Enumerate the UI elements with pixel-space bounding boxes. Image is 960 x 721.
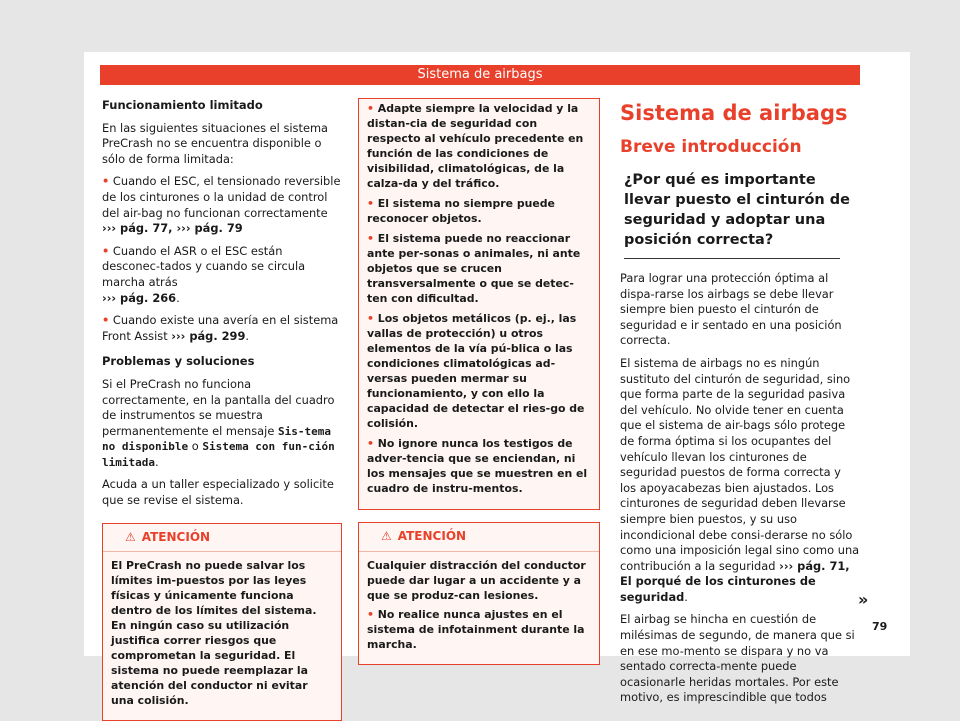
bullet-text: Cuando el ESC, el tensionado reversible de los cinturones o la unidad de control del air-bag no funcionan correctamente xyxy=(102,174,341,220)
bullet-text: Cuando existe una avería en el sistema Front Assist xyxy=(102,313,339,343)
problem-text: Si el PreCrash no funciona correctamente, en la pantalla del cuadro de instrumentos se muestra permanentemente el mensaje Sis-tema no disponible o Sistema con fun-ción limitada. xyxy=(102,376,335,469)
heading-limited-function: Funcionamiento limitado xyxy=(102,98,263,112)
warning-body: El PreCrash no puede salvar los límites im-puestos por las leyes físicas y únicamente funciona dentro de los límites del sistema. En ningún caso su utilización justifica correr riesgos que comprometan la seguridad. El sistema no puede reemplazar la atención del conductor ni evitar una colisión. xyxy=(111,559,317,708)
page-reference[interactable]: ››› pág. 77, ››› pág. 79 xyxy=(102,221,243,236)
question-heading: ¿Por qué es importante llevar puesto el cinturón de seguridad y adoptar una posición correcta? xyxy=(624,172,851,248)
warning-continued-box xyxy=(358,98,600,510)
left-column xyxy=(102,98,342,721)
warning-box xyxy=(358,522,600,665)
section-title: Breve introducción xyxy=(620,137,802,157)
intro-text: En las siguientes situaciones el sistema PreCrash no se encuentra disponible o sólo de forma limitada: xyxy=(102,120,329,166)
message-unavailable: Sis-tema no disponible xyxy=(102,424,331,454)
paragraph: El sistema de airbags no es ningún sustituto del cinturón de seguridad, sino que forma parte de la seguridad pasiva del vehículo. No olvide tener en cuenta que el sistema de air-bags sólo protege de forma óptima si los ocupantes del vehículo llevan los cinturones de seguridad puestos de forma correcta y los apoyacabezas bien ajustados. Los cinturones de seguridad deben llevarse siempre bien puestos, y su uso incondicional debe consi-derarse no sólo como una imposición legal sino como una contribución a la seguridad ››› pág. 71, El porqué de los cinturones de seguridad. xyxy=(620,355,860,604)
bullet-icon: • xyxy=(367,312,374,325)
section-header: Sistema de airbags xyxy=(100,65,860,85)
page-number: 79 xyxy=(872,620,888,633)
list-item: • Adapte siempre la velocidad y la distan-cia de seguridad con respecto al vehículo precedente en función de las condiciones de visibilidad, climatológicas, de la calza-da y del tráfico. xyxy=(367,102,584,190)
bullet-icon: • xyxy=(102,313,110,328)
list-item xyxy=(102,174,342,236)
warning-triangle-icon: ⚠ xyxy=(125,529,136,544)
continue-marker: » xyxy=(858,590,869,609)
warning-body: Cualquier distracción del conductor puede dar lugar a un accidente y a que se produz-can lesiones. • No realice nunca ajustes en el sistema de infotainment durante la marcha. xyxy=(359,552,599,664)
advice-text: Acuda a un taller especializado y solicite que se revise el sistema. xyxy=(102,477,334,508)
bullet-icon: • xyxy=(367,102,374,115)
page-reference[interactable]: ››› pág. 299 xyxy=(171,328,246,343)
bullet-icon: • xyxy=(367,197,374,210)
heading-problems: Problemas y soluciones xyxy=(102,354,255,369)
page-reference[interactable]: ››› pág. 71, El porqué de los cinturones de seguridad xyxy=(620,558,850,604)
chapter-title: Sistema de airbags xyxy=(620,101,848,125)
paragraph: El airbag se hincha en cuestión de milésimas de segundo, de manera que si en ese mo-mento se dispara y no va sentado correcta-mente puede ocasionarle heridas mortales. Por este motivo, es imprescindible que todos xyxy=(620,612,855,705)
warning-header: ⚠ ATENCIÓN xyxy=(359,523,599,552)
message-limited: Sistema con fun-ción limitada xyxy=(102,440,335,469)
warning-triangle-icon: ⚠ xyxy=(381,529,392,543)
bullet-icon: • xyxy=(102,243,110,258)
heading-divider xyxy=(624,258,840,259)
middle-column xyxy=(358,98,600,665)
list-item: • No realice nunca ajustes en el sistema de infotainment durante la marcha. xyxy=(367,607,585,651)
bullet-icon: • xyxy=(367,607,374,621)
list-item: • Cuando el ASR o el ESC están desconec-tados y cuando se circula marcha atrás ››› pág. 266. xyxy=(102,243,306,305)
bullet-text: Cuando el ASR o el ESC están desconec-tados y cuando se circula marcha atrás xyxy=(102,243,306,289)
warning-box xyxy=(102,523,342,721)
paragraph: Para lograr una protección óptima al dispa-rarse los airbags se debe llevar siempre bien puesto el cinturón de seguridad e ir sentado en una posición correcta. xyxy=(620,271,842,348)
right-column xyxy=(620,98,860,713)
list-item: • El sistema no siempre puede reconocer objetos. xyxy=(367,197,555,225)
list-item: • El sistema puede no reaccionar ante per-sonas o animales, ni ante objetos que se crucen transversalmente o que se detec-ten con dificultad. xyxy=(367,232,581,305)
bullet-icon: • xyxy=(367,437,374,450)
list-item: • No ignore nunca los testigos de adver-tencia que se enciendan, ni los mensajes que se muestren en el cuadro de instru-mentos. xyxy=(367,437,588,495)
page-reference[interactable]: ››› pág. 266 xyxy=(102,290,177,305)
list-item: • Cuando existe una avería en el sistema Front Assist ››› pág. 299. xyxy=(102,313,339,343)
bullet-icon: • xyxy=(102,174,110,189)
bullet-icon: • xyxy=(367,232,374,245)
list-item: • Los objetos metálicos (p. ej., las vallas de protección) u otros elementos de la vía pú-blica o las condiciones climatológicas ad-versas pueden mermar su funcionamiento, y con ello la capacidad de detectar el ries-go de colisión. xyxy=(367,312,585,430)
warning-header: ⚠ ATENCIÓN xyxy=(103,524,341,553)
